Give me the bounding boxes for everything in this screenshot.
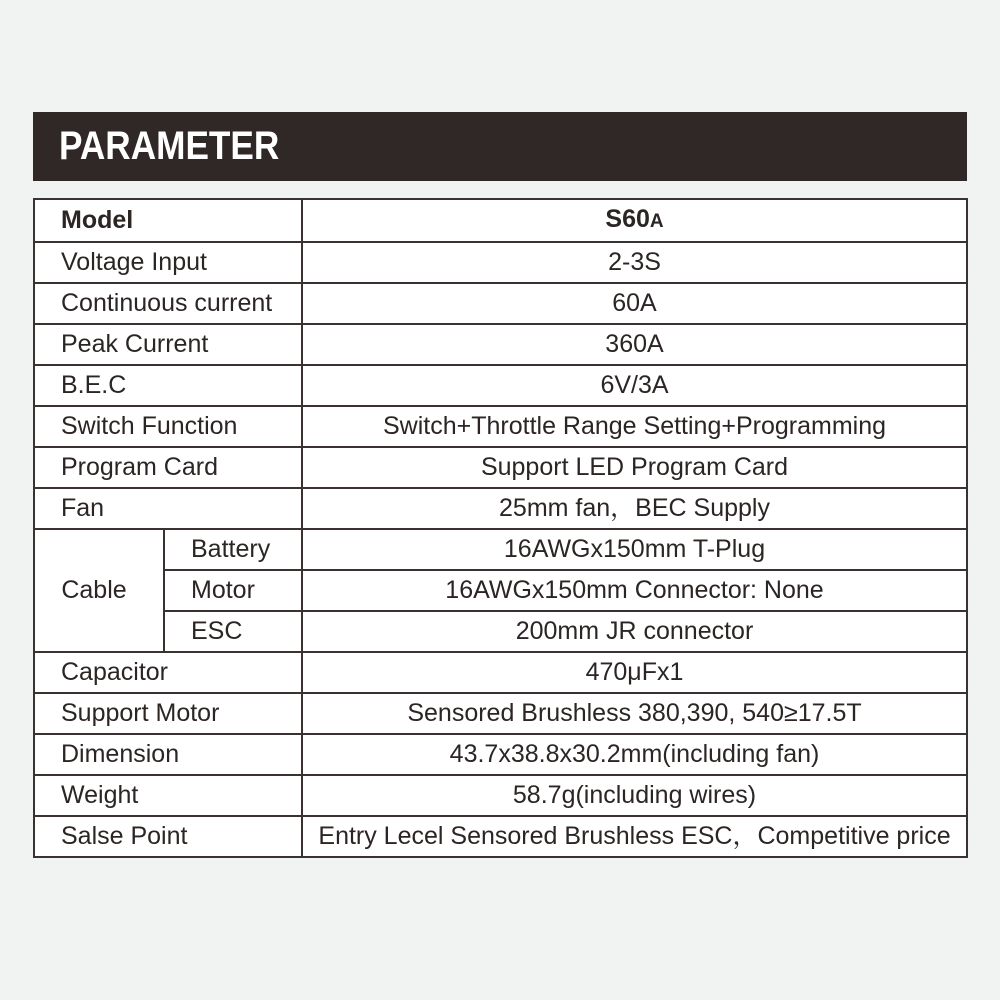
table-row (34, 406, 967, 447)
cable-item-label: Battery (164, 529, 302, 570)
table-row-cable (34, 611, 967, 652)
cable-group-label: Cable (34, 529, 164, 652)
page-title: PARAMETER (59, 124, 280, 168)
cable-item-value: 16AWGx150mm Connector: None (302, 570, 967, 611)
row-value: 470μFx1 (302, 652, 967, 693)
row-label-model: Model (34, 199, 302, 242)
table-row (34, 488, 967, 529)
row-label: Program Card (34, 447, 302, 488)
row-value: 60A (302, 283, 967, 324)
row-label: Dimension (34, 734, 302, 775)
row-value: 6V/3A (302, 365, 967, 406)
row-label: B.E.C (34, 365, 302, 406)
table-row (34, 324, 967, 365)
row-label: Weight (34, 775, 302, 816)
row-label: Salse Point (34, 816, 302, 857)
table-row (34, 652, 967, 693)
parameter-banner (33, 112, 967, 181)
table-row (34, 816, 967, 857)
cable-item-value: 200mm JR connector (302, 611, 967, 652)
row-value: 360A (302, 324, 967, 365)
row-label: Capacitor (34, 652, 302, 693)
table-row (34, 693, 967, 734)
row-value: 58.7g(including wires) (302, 775, 967, 816)
cable-item-value: 16AWGx150mm T-Plug (302, 529, 967, 570)
row-value: Switch+Throttle Range Setting+Programming (302, 406, 967, 447)
model-name: S60 (605, 205, 650, 233)
row-label: Fan (34, 488, 302, 529)
row-value-model (302, 199, 967, 242)
table-row (34, 734, 967, 775)
cable-item-label: Motor (164, 570, 302, 611)
row-label: Continuous current (34, 283, 302, 324)
row-value: Sensored Brushless 380,390, 540≥17.5T (302, 693, 967, 734)
cable-item-label: ESC (164, 611, 302, 652)
row-label: Peak Current (34, 324, 302, 365)
row-label: Switch Function (34, 406, 302, 447)
row-value: 2-3S (302, 242, 967, 283)
row-value: 25mm fan，BEC Supply (302, 488, 967, 529)
table-row (34, 365, 967, 406)
table-row (34, 775, 967, 816)
row-value: Support LED Program Card (302, 447, 967, 488)
row-value: 43.7x38.8x30.2mm(including fan) (302, 734, 967, 775)
table-row (34, 283, 967, 324)
table-row-cable (34, 529, 967, 570)
table-row-cable (34, 570, 967, 611)
model-suffix: A (649, 211, 664, 232)
table-row-model (34, 199, 967, 242)
table-row (34, 242, 967, 283)
row-label: Voltage Input (34, 242, 302, 283)
parameter-table (33, 198, 968, 858)
row-value: Entry Lecel Sensored Brushless ESC，Competitive price (302, 816, 967, 857)
table-row (34, 447, 967, 488)
row-label: Support Motor (34, 693, 302, 734)
